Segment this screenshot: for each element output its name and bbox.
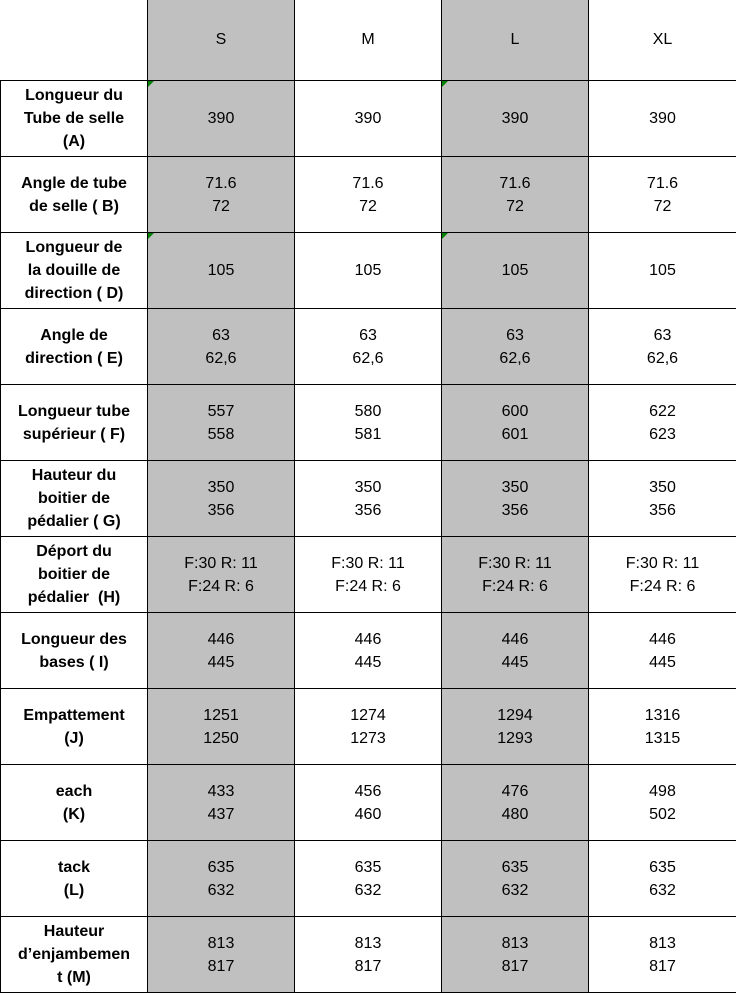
value-cell-l (442, 841, 589, 917)
value-cell-xl (589, 385, 736, 461)
row-label-line: d’enjambemen (17, 946, 131, 963)
row-label-line: (K) (62, 805, 86, 823)
value-cell-xl (589, 461, 736, 537)
value-cell-m (295, 157, 442, 233)
value-cell-s (148, 537, 295, 613)
value-cell-m (295, 385, 442, 461)
row-label (1, 841, 148, 917)
value-cell-xl (589, 537, 736, 613)
row-label (1, 537, 148, 613)
row-label-line: la douille de (27, 262, 121, 279)
cell-value: 350 356 (354, 478, 382, 519)
row-label (1, 765, 148, 841)
cell-value: 446 445 (207, 630, 235, 671)
value-cell-m (295, 233, 442, 309)
cell-value: 635 632 (207, 858, 235, 899)
cell-value: 1274 1273 (350, 706, 386, 747)
value-cell-m (295, 917, 442, 993)
value-cell-s (148, 613, 295, 689)
cell-value: 622 623 (649, 402, 676, 443)
value-cell-s (148, 841, 295, 917)
value-cell-m (295, 461, 442, 537)
row-label-line: Empattement (23, 706, 125, 724)
row-label-line: (J) (64, 729, 84, 747)
cell-value: 105 (354, 262, 382, 279)
value-cell-xl (589, 613, 736, 689)
row-label-line: (L) (63, 881, 85, 899)
cell-value: 390 (649, 110, 676, 127)
size-header-s: S (148, 0, 295, 81)
value-cell-l (442, 309, 589, 385)
row-label-line: Déport du (36, 543, 112, 560)
row-label-line: boitier de (37, 490, 110, 507)
table-row (1, 613, 736, 689)
size-header-m: M (295, 0, 442, 81)
cell-value: 390 (354, 110, 382, 127)
value-cell-l (442, 537, 589, 613)
row-label-line: tack (57, 858, 91, 876)
value-cell-m (295, 309, 442, 385)
row-label (1, 917, 148, 993)
value-cell-l (442, 81, 589, 157)
cell-value: 71.6 72 (499, 174, 531, 215)
value-cell-l (442, 917, 589, 993)
row-label (1, 461, 148, 537)
cell-value: 63 62,6 (499, 326, 531, 367)
cell-value: 105 (501, 262, 529, 279)
cell-value: 498 502 (649, 782, 676, 823)
row-label (1, 385, 148, 461)
cell-value: 813 817 (354, 934, 382, 975)
cell-value: 105 (207, 262, 235, 279)
value-cell-l (442, 689, 589, 765)
cell-value: 1316 1315 (644, 706, 681, 747)
row-label (1, 689, 148, 765)
row-label-line: boitier de (37, 566, 110, 583)
cell-value: 635 632 (649, 858, 676, 899)
cell-value: 1294 1293 (497, 706, 533, 747)
value-cell-s (148, 461, 295, 537)
row-label-line: (A) (62, 133, 86, 150)
cell-value: F:30 R: 11 F:24 R: 6 (625, 554, 700, 595)
corner-cell (1, 0, 148, 81)
value-cell-l (442, 765, 589, 841)
cell-value: 580 581 (354, 402, 382, 443)
cell-value: F:30 R: 11 F:24 R: 6 (331, 554, 405, 595)
cell-value: 635 632 (354, 858, 382, 899)
table-row (1, 309, 736, 385)
cell-value: 71.6 72 (352, 174, 384, 215)
row-label-line: pédalier (H) (27, 589, 121, 606)
table-row (1, 157, 736, 233)
size-header-xl: XL (589, 0, 736, 81)
row-label-line: Angle de tube (21, 174, 127, 192)
value-cell-xl (589, 841, 736, 917)
cell-value: 350 356 (207, 478, 235, 519)
row-label-line: de selle ( B) (29, 197, 119, 215)
row-label-line: Hauteur du (31, 467, 117, 484)
value-cell-m (295, 765, 442, 841)
row-label (1, 613, 148, 689)
cell-value: 350 356 (501, 478, 529, 519)
row-label-line: direction ( E) (25, 349, 123, 367)
cell-value: 557 558 (207, 402, 235, 443)
cell-value: 600 601 (501, 402, 529, 443)
value-cell-m (295, 689, 442, 765)
table-row (1, 233, 736, 309)
cell-value: 1251 1250 (203, 706, 239, 747)
value-cell-xl (589, 689, 736, 765)
value-cell-l (442, 461, 589, 537)
value-cell-xl (589, 917, 736, 993)
cell-value: 71.6 72 (205, 174, 237, 215)
cell-value: 446 445 (501, 630, 529, 671)
header-row (1, 0, 736, 81)
cell-value: 476 480 (501, 782, 529, 823)
value-cell-s (148, 765, 295, 841)
value-cell-l (442, 157, 589, 233)
row-label-line: t (M) (57, 969, 91, 986)
row-label-line: supérieur ( F) (22, 425, 126, 443)
table-row (1, 461, 736, 537)
row-label-line: Longueur de (25, 239, 123, 256)
cell-value: 350 356 (649, 478, 676, 519)
row-label-line: Hauteur (43, 923, 105, 940)
table-row (1, 765, 736, 841)
value-cell-l (442, 385, 589, 461)
cell-value: 433 437 (207, 782, 235, 823)
cell-value: 456 460 (354, 782, 382, 823)
value-cell-s (148, 157, 295, 233)
cell-value: 446 445 (354, 630, 382, 671)
cell-value: F:30 R: 11 F:24 R: 6 (184, 554, 258, 595)
cell-value: 63 62,6 (352, 326, 384, 367)
value-cell-s (148, 81, 295, 157)
cell-value: 813 817 (501, 934, 529, 975)
value-cell-s (148, 309, 295, 385)
value-cell-xl (589, 157, 736, 233)
table-row (1, 385, 736, 461)
cell-value: 63 62,6 (205, 326, 237, 367)
value-cell-xl (589, 309, 736, 385)
table-row (1, 917, 736, 993)
table-row (1, 537, 736, 613)
row-label (1, 309, 148, 385)
cell-value: 390 (207, 110, 235, 127)
cell-value: 63 62,6 (646, 326, 679, 367)
cell-value: 71.6 72 (646, 174, 679, 215)
cell-value: 446 445 (649, 630, 676, 671)
value-cell-m (295, 537, 442, 613)
row-label-line: pédalier ( G) (27, 513, 121, 530)
value-cell-s (148, 917, 295, 993)
value-cell-xl (589, 233, 736, 309)
value-cell-m (295, 841, 442, 917)
row-label (1, 81, 148, 157)
value-cell-s (148, 385, 295, 461)
value-cell-m (295, 613, 442, 689)
table-row (1, 81, 736, 157)
value-cell-m (295, 81, 442, 157)
value-cell-l (442, 613, 589, 689)
cell-value: 813 817 (207, 934, 235, 975)
row-label-line: Longueur du (25, 87, 123, 104)
table-row (1, 841, 736, 917)
value-cell-l (442, 233, 589, 309)
row-label-line: Longueur des (21, 630, 127, 648)
size-header-l: L (442, 0, 589, 81)
value-cell-xl (589, 81, 736, 157)
cell-value: F:30 R: 11 F:24 R: 6 (478, 554, 552, 595)
cell-value: 390 (501, 110, 529, 127)
cell-value: 635 632 (501, 858, 529, 899)
value-cell-s (148, 689, 295, 765)
row-label-line: Angle de (40, 326, 108, 344)
value-cell-s (148, 233, 295, 309)
cell-value: 813 817 (649, 934, 676, 975)
value-cell-xl (589, 765, 736, 841)
row-label-line: Longueur tube (18, 402, 130, 420)
row-label-line: Tube de selle (23, 110, 125, 127)
row-label-line: each (55, 782, 93, 800)
cell-value: 105 (649, 262, 676, 279)
row-label (1, 157, 148, 233)
row-label (1, 233, 148, 309)
row-label-line: bases ( I) (39, 653, 109, 671)
row-label-line: direction ( D) (24, 285, 124, 302)
table-row (1, 689, 736, 765)
